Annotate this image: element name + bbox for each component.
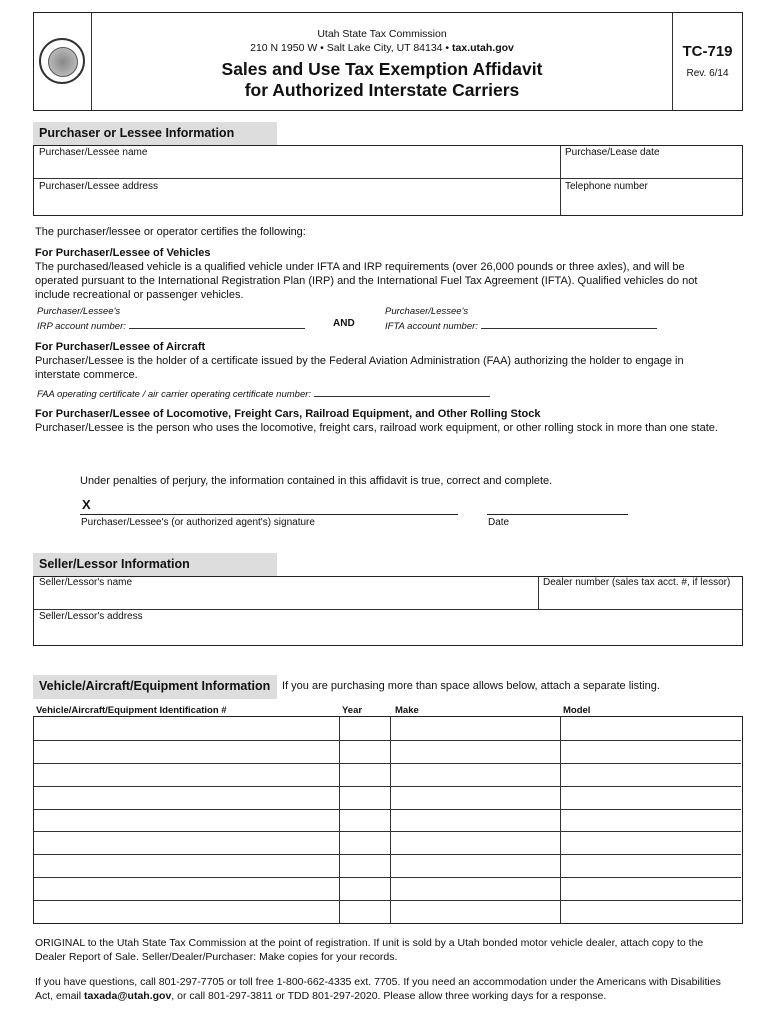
seller-address-field[interactable]: Seller/Lessor's address [39, 611, 143, 622]
ifta-account-input[interactable] [481, 318, 657, 329]
rail-heading: For Purchaser/Lessee of Locomotive, Freight Cars, Railroad Equipment, and Other Rolling Stock [35, 408, 541, 420]
col-year: Year [342, 705, 363, 716]
divider [560, 717, 561, 923]
email-link[interactable]: taxada@utah.gov [84, 990, 172, 1002]
irp-label-2: IRP account number: [37, 321, 126, 332]
faa-certificate-input[interactable] [314, 386, 490, 397]
rail-body: Purchaser/Lessee is the person who uses the locomotive, freight cars, railroad work equipment, or other rolling stock in more than one state. [35, 422, 718, 434]
col-model: Model [563, 705, 591, 716]
vehicles-body: The purchased/leased vehicle is a qualified vehicle under IFTA and IRP requirements (over 26,000 pounds or three axles), and will be operated pursuant to the International Registration Plan (IRP) and the International Fuel Tax Agreement (IFTA). Qualified vehicles do not include recreational or passenger vehicles. [35, 261, 698, 301]
signature-label: Purchaser/Lessee's (or authorized agent's) signature [81, 517, 315, 528]
divider [672, 13, 673, 110]
col-id: Vehicle/Aircraft/Equipment Identification # [36, 705, 227, 716]
contact-text-2: , or call 801-297-3811 or TDD 801-297-2020. Please allow three working days for a response. [171, 990, 607, 1002]
cert-intro: The purchaser/lessee or operator certifies the following: [35, 226, 306, 238]
vehicle-table [33, 716, 743, 924]
perjury-statement: Under penalties of perjury, the information contained in this affidavit is true, correct and complete. [80, 475, 553, 487]
signature-date-input[interactable] [487, 514, 628, 515]
divider [390, 717, 391, 923]
table-row-divider [34, 877, 741, 878]
purchaser-address-field[interactable]: Purchaser/Lessee address [39, 181, 158, 192]
table-row-divider [34, 809, 741, 810]
footer-distribution: ORIGINAL to the Utah State Tax Commission at the point of registration. If unit is sold by a Utah bonded motor vehicle dealer, attach copy to the Dealer Report of Sale. Seller/Dealer/Purchaser: Make copies for your records. [35, 937, 704, 963]
table-row-divider [34, 854, 741, 855]
section-seller: Seller/Lessor Information [33, 553, 277, 577]
divider [560, 146, 561, 215]
table-row-divider [34, 831, 741, 832]
agency-name: Utah State Tax Commission [317, 28, 447, 40]
irp-account-input[interactable] [129, 318, 305, 329]
vehicle-note: If you are purchasing more than space allows below, attach a separate listing. [282, 680, 660, 692]
purchase-date-field[interactable]: Purchase/Lease date [565, 147, 660, 158]
section-vehicle: Vehicle/Aircraft/Equipment Information [33, 675, 277, 699]
signature-input[interactable] [80, 514, 458, 515]
revision: Rev. 6/14 [686, 68, 729, 79]
footer-contact [35, 975, 735, 1003]
telephone-field[interactable]: Telephone number [565, 181, 648, 192]
divider [538, 577, 539, 609]
dealer-number-field[interactable]: Dealer number (sales tax acct. #, if lessor) [543, 577, 731, 588]
vehicles-heading: For Purchaser/Lessee of Vehicles [35, 247, 211, 259]
table-row-divider [34, 763, 741, 764]
aircraft-body: Purchaser/Lessee is the holder of a certificate issued by the Federal Aviation Administration (FAA) authorizing the holder to engage in interstate commerce. [35, 355, 684, 381]
and-label: AND [333, 318, 355, 329]
signature-x: X [82, 497, 91, 512]
utah-seal-logo [39, 38, 85, 84]
form-title [92, 59, 672, 101]
seller-name-field[interactable]: Seller/Lessor's name [39, 577, 133, 588]
date-label: Date [488, 517, 510, 528]
irp-label: Purchaser/Lessee's [37, 306, 121, 317]
form-number: TC-719 [682, 43, 733, 60]
purchaser-name-field[interactable]: Purchaser/Lessee name [39, 147, 148, 158]
contact-text: If you have questions, call 801-297-7705 or toll free 1-800-662-4335 ext. 7705. If you need an accommodation under the Americans with Disabilities Act, email [35, 976, 721, 1002]
ifta-label-2: IFTA account number: [385, 321, 478, 332]
section-purchaser: Purchaser or Lessee Information [33, 122, 277, 146]
title-line-2: for Authorized Interstate Carriers [244, 80, 520, 100]
ifta-label: Purchaser/Lessee's [385, 306, 469, 317]
divider [34, 178, 742, 179]
faa-label: FAA operating certificate / air carrier operating certificate number: [37, 389, 312, 400]
aircraft-heading: For Purchaser/Lessee of Aircraft [35, 341, 206, 353]
title-line-1: Sales and Use Tax Exemption Affidavit [221, 59, 543, 79]
table-row-divider [34, 740, 741, 741]
col-make: Make [395, 705, 419, 716]
table-row-divider [34, 786, 741, 787]
divider [34, 609, 742, 610]
agency-address: 210 N 1950 W • Salt Lake City, UT 84134 • [250, 42, 450, 54]
table-row-divider [34, 900, 741, 901]
divider [339, 717, 340, 923]
website-link[interactable]: tax.utah.gov [452, 42, 514, 54]
